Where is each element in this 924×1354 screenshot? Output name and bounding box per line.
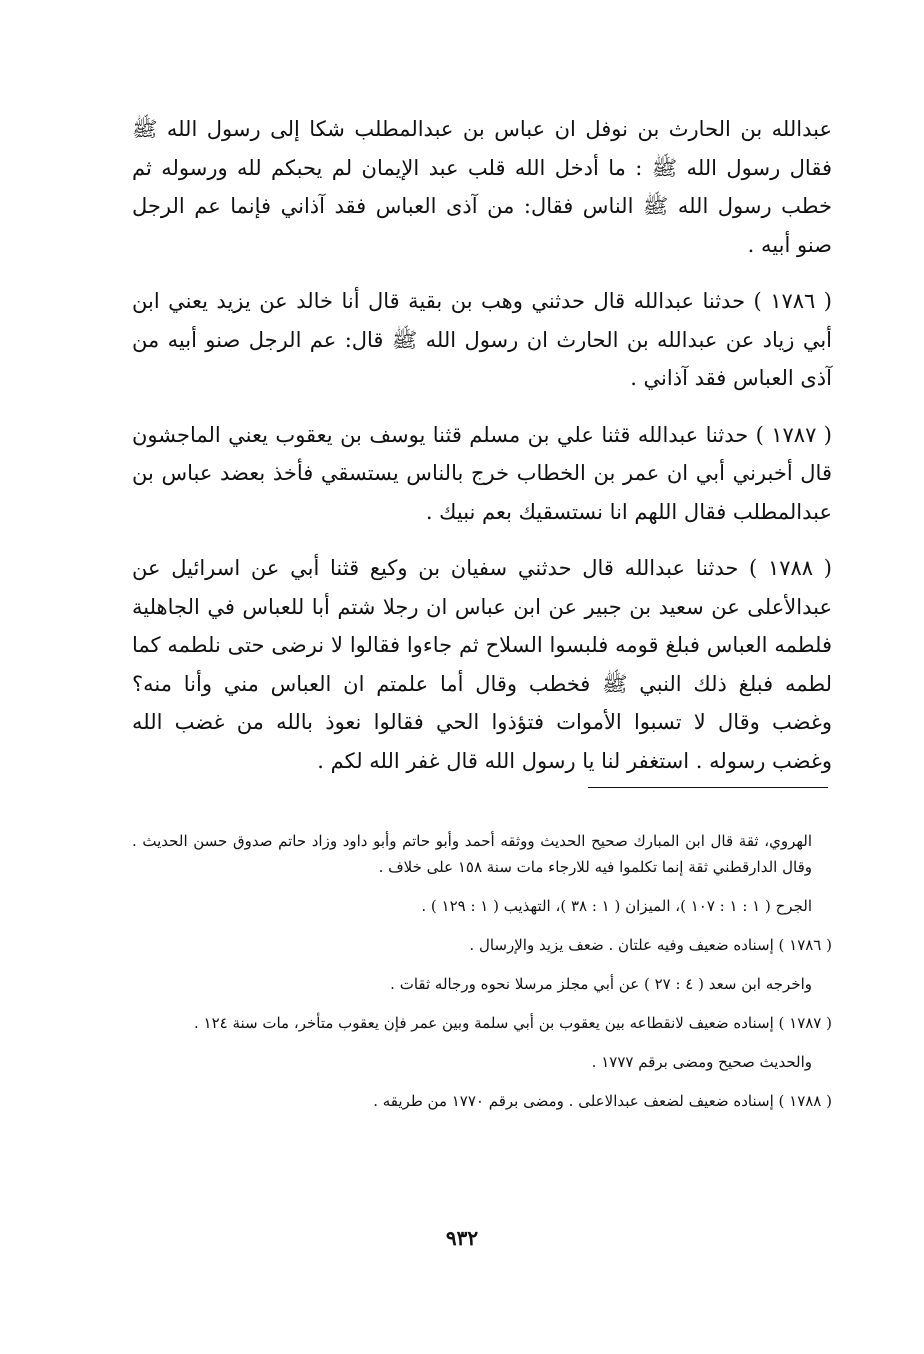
footnote-line: الجرح ( ١ : ١ : ١٠٧ )، الميزان ( ١ : ٣٨ )، التهذيب ( ١ : ١٢٩ ) .: [421, 897, 812, 915]
main-text: [132, 110, 832, 798]
hadith-1788: ( ١٧٨٨ ) حدثنا عبدالله قال حدثني سفيان بن وكيع قثنا أبي عن اسرائيل عن عبدالأعلى عن سعيد بن جبير عن ابن عباس ان رجلا شتم أبا للعباس في الجاهلية فلطمه العباس فبلغ قومه فلبسوا السلاح ثم جاءوا فقالوا لا نرضى حتى نلطمه كما لطمه فبلغ ذلك النبي ﷺ فخطب وقال أما علمتم ان العباس مني وأنا منه؟ وغضب وقال لا تسبوا الأموات فتؤذوا الحي فقالوا نعوذ بالله من غضب الله وغضب رسوله . استغفر لنا يا رسول الله قال غفر الله لكم .: [132, 556, 832, 773]
footnote-line: ( ١٧٨٨ ) إسناده ضعيف لضعف عبدالاعلى . ومضى برقم ١٧٧٠ من طريقه .: [373, 1092, 832, 1110]
hadith-1787: ( ١٧٨٧ ) حدثنا عبدالله قثنا علي بن مسلم قثنا يوسف بن يعقوب يعني الماجشون قال أخبرني أبي ان عمر بن الخطاب خرج بالناس يستسقي فأخذ بعضد عباس بن عبدالمطلب فقال اللهم انا نستسقيك بعم نبيك .: [132, 422, 832, 524]
page-number: ٩٣٢: [445, 1226, 479, 1250]
main-paragraph: عبدالله بن الحارث بن نوفل ان عباس بن عبدالمطلب شكا إلى رسول الله ﷺ فقال رسول الله ﷺ : ما أدخل الله قلب عبد الإيمان لم يحبكم لله ورسوله ثم خطب رسول الله ﷺ الناس فقال: من آذى العباس فقد آذاني فإنما عم الرجل صنو أبيه .: [132, 117, 832, 257]
hadith-1786: ( ١٧٨٦ ) حدثنا عبدالله قال حدثني وهب بن بقية قال أنا خالد عن يزيد يعني ابن أبي زياد عن عبدالله بن الحارث ان رسول الله ﷺ قال: عم الرجل صنو أبيه من آذى العباس فقد آذاني .: [132, 289, 832, 390]
footnote-line: واخرجه ابن سعد ( ٤ : ٢٧ ) عن أبي مجلز مرسلا نحوه ورجاله ثقات .: [390, 975, 812, 993]
footnote-line: ( ١٧٨٦ ) إسناده ضعيف وفيه علتان . ضعف يزيد والإرسال .: [469, 936, 832, 954]
footnote-divider: [588, 787, 828, 788]
footnotes: [132, 828, 832, 1127]
footnote-line: الهروي، ثقة قال ابن المبارك صحيح الحديث ووثقه أحمد وأبو حاتم وأبو داود وزاد حاتم صدوق حسن الحديث . وقال الدارقطني ثقة إنما تكلموا فيه للارجاء مات سنة ١٥٨ على خلاف .: [132, 832, 812, 876]
footnote-line: والحديث صحيح ومضى برقم ١٧٧٧ .: [591, 1053, 812, 1071]
footnote-line: ( ١٧٨٧ ) إسناده ضعيف لانقطاعه بين يعقوب بن أبي سلمة وبين عمر فإن يعقوب متأخر، مات سنة ١٢٤ .: [193, 1014, 832, 1032]
